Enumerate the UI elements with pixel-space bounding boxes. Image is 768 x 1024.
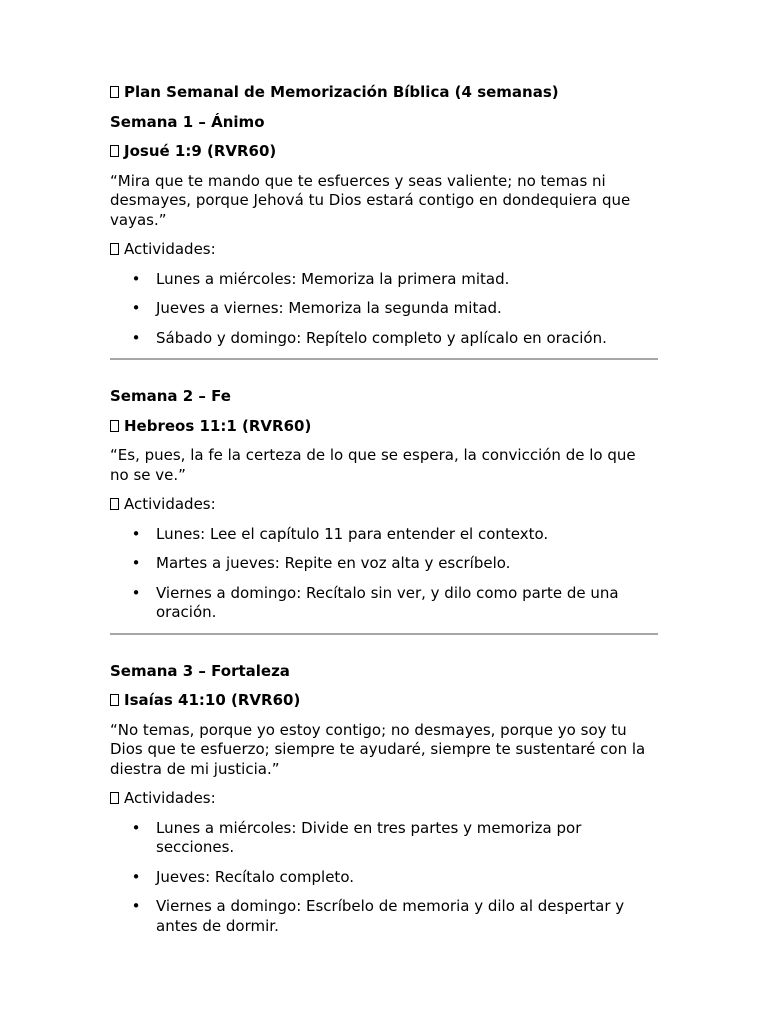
verse-reference: Isaías 41:10 (RVR60) <box>124 691 301 709</box>
square-glyph-icon <box>110 142 124 162</box>
square-glyph-icon <box>110 789 124 809</box>
section-divider <box>110 633 658 635</box>
activity-item <box>110 868 658 888</box>
square-glyph-icon <box>110 83 124 103</box>
week-heading: Semana 3 – Fortaleza <box>110 661 290 680</box>
document-title-line <box>110 83 658 103</box>
verse-reference-line <box>110 691 658 711</box>
verse-text: “Mira que te mando que te esfuerces y seas valiente; no temas ni desmayes, porque Jehová tu Dios estará contigo en dondequiera que vayas.” <box>110 171 631 229</box>
activity-item <box>110 329 658 349</box>
week-heading: Semana 2 – Fe <box>110 387 231 405</box>
bullet-icon: • <box>131 554 141 572</box>
bullet-icon: • <box>131 897 141 915</box>
bullet-icon: • <box>131 818 141 837</box>
activity-item <box>110 819 658 858</box>
activities-label-line <box>110 495 658 515</box>
activity-text: Lunes: Lee el capítulo 11 para entender el contexto. <box>156 524 549 543</box>
verse-reference-line <box>110 417 658 437</box>
verse-text: “No temas, porque yo estoy contigo; no desmayes, porque yo soy tu Dios que te esfuerzo; siempre te ayudaré, siempre te sustentaré con la diestra de mi justicia.” <box>110 720 646 778</box>
activities-label-line <box>110 240 658 260</box>
activity-item <box>110 270 658 290</box>
activity-item <box>110 897 658 936</box>
weeks-container <box>110 113 658 937</box>
square-glyph-icon <box>110 417 124 437</box>
square-glyph-icon <box>110 691 124 711</box>
document-content <box>110 83 658 946</box>
activities-label-line <box>110 789 658 809</box>
week-heading: Semana 1 – Ánimo <box>110 112 265 131</box>
section-divider <box>110 358 658 360</box>
verse-reference-line <box>110 142 658 162</box>
activities-label: Actividades: <box>124 789 216 807</box>
bullet-icon: • <box>131 583 141 602</box>
verse-reference: Hebreos 11:1 (RVR60) <box>124 416 312 435</box>
activities-label: Actividades: <box>124 240 216 258</box>
activity-text: Viernes a domingo: Escríbelo de memoria y dilo al despertar y antes de dormir. <box>156 897 625 935</box>
bullet-icon: • <box>131 328 141 347</box>
activity-item <box>110 554 658 574</box>
verse-text: “Es, pues, la fe la certeza de lo que se espera, la convicción de lo que no se ve.” <box>110 446 636 484</box>
week-section <box>110 662 658 937</box>
week-section <box>110 387 658 635</box>
activity-item <box>110 584 658 623</box>
activities-list <box>110 525 658 623</box>
activity-text: Jueves a viernes: Memoriza la segunda mitad. <box>156 299 502 317</box>
activities-list <box>110 270 658 349</box>
bullet-icon: • <box>131 299 141 317</box>
activity-item <box>110 525 658 545</box>
activities-list <box>110 819 658 937</box>
activity-text: Jueves: Recítalo completo. <box>156 867 354 886</box>
activity-text: Sábado y domingo: Repítelo completo y aplícalo en oración. <box>156 328 607 347</box>
bullet-icon: • <box>131 269 141 288</box>
activities-label: Actividades: <box>124 495 216 513</box>
document-title: Plan Semanal de Memorización Bíblica (4 semanas) <box>124 83 559 101</box>
square-glyph-icon <box>110 495 124 515</box>
activity-text: Lunes a miércoles: Memoriza la primera mitad. <box>156 269 510 288</box>
bullet-icon: • <box>131 867 141 886</box>
verse-reference: Josué 1:9 (RVR60) <box>124 142 277 160</box>
week-section <box>110 113 658 361</box>
bullet-icon: • <box>131 524 141 543</box>
activity-text: Lunes a miércoles: Divide en tres partes y memoriza por secciones. <box>156 818 582 856</box>
square-glyph-icon <box>110 240 124 260</box>
activity-text: Viernes a domingo: Recítalo sin ver, y dilo como parte de una oración. <box>156 583 619 621</box>
activity-item <box>110 299 658 319</box>
activity-text: Martes a jueves: Repite en voz alta y escríbelo. <box>156 554 511 572</box>
